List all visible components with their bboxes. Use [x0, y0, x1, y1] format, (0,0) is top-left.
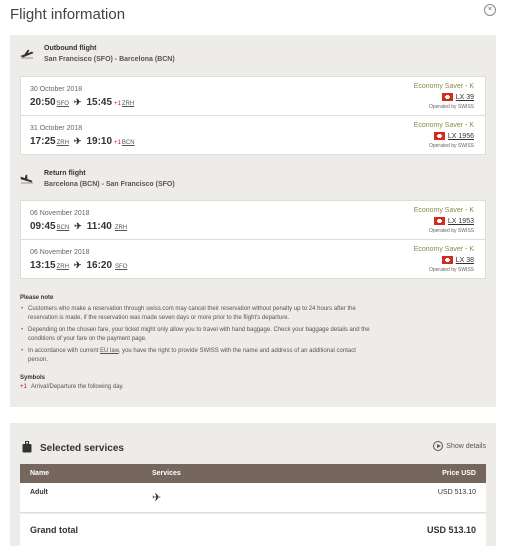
plane-icon: ✈ — [73, 97, 82, 107]
departure-airport: ZRH — [56, 264, 69, 270]
note-list — [20, 305, 370, 368]
arrival-time: 19:10 — [86, 136, 113, 147]
please-note-heading: Please note — [20, 295, 54, 301]
arrival-airport: BCN — [121, 140, 135, 146]
arrival-airport: ZRH — [121, 101, 135, 107]
close-icon[interactable]: × — [484, 4, 496, 16]
flight-number-row — [434, 217, 474, 225]
swiss-flag-icon — [434, 132, 445, 140]
arrival-time: 11:40 — [86, 221, 112, 232]
flight-info-panel — [10, 35, 496, 407]
fare-class: Economy Saver - K — [413, 122, 474, 129]
play-circle-icon — [433, 441, 443, 451]
note-text: , you have the right to provide SWISS with the name and address of an additional contact person. — [28, 348, 356, 363]
swiss-flag-icon — [442, 256, 453, 264]
outbound-route: San Francisco (SFO) - Barcelona (BCN) — [44, 56, 175, 63]
grand-total-value: USD 513.10 — [426, 525, 476, 535]
flight-segment-card[interactable] — [20, 76, 486, 116]
segment-times — [30, 221, 127, 232]
flight-number-row — [434, 132, 474, 140]
departure-airport: BCN — [56, 225, 70, 231]
flight-number-link[interactable]: LX 1953 — [447, 217, 474, 225]
arrival-airport: SFO — [115, 264, 128, 270]
segment-times — [30, 260, 127, 271]
departure-airport: ZRH — [56, 140, 69, 146]
flight-number-link[interactable]: LX 38 — [455, 256, 474, 264]
fare-class: Economy Saver - K — [413, 83, 474, 90]
segment-date: 30 October 2018 — [30, 86, 83, 93]
segment-times — [30, 97, 134, 108]
departure-airport: SFO — [56, 101, 69, 107]
luggage-icon — [22, 441, 32, 453]
symbols-heading: Symbols — [20, 375, 46, 381]
arrival-time: 16:20 — [86, 260, 113, 271]
grand-total-label: Grand total — [30, 525, 79, 535]
segment-date: 06 November 2018 — [30, 249, 90, 256]
departure-time: 17:25 — [30, 136, 56, 147]
swiss-flag-icon — [434, 217, 445, 225]
flight-segment-card[interactable] — [20, 115, 486, 155]
operator-text: Operated by SWISS — [428, 104, 474, 110]
arrival-time: 15:45 — [86, 97, 113, 108]
note-item — [20, 347, 370, 365]
fare-class: Economy Saver - K — [413, 246, 474, 253]
table-row — [20, 483, 486, 513]
plane-icon: ✈ — [74, 221, 82, 231]
services-table-header — [20, 464, 486, 483]
passenger-type: Adult — [30, 489, 48, 496]
eu-law-link[interactable]: EU law — [100, 348, 119, 354]
return-title: Return flight — [44, 170, 86, 177]
flight-number-link[interactable]: LX 39 — [455, 93, 474, 101]
note-item: • Customers who make a reservation through swiss.com may cancel their reservation without penalty up to 24 hours after the reservation is made, if the reservation was made seven days or more prior to the flight's departure. — [20, 305, 370, 323]
column-header-services: Services — [152, 470, 181, 477]
plane-icon: ✈ — [152, 492, 162, 504]
flight-number-row — [442, 256, 474, 264]
next-day-marker: +1 — [114, 101, 121, 107]
next-day-marker: +1 — [114, 140, 121, 146]
row-price: USD 513.10 — [437, 489, 476, 496]
arrival-airport: ZRH — [114, 225, 128, 231]
plane-icon: ✈ — [73, 136, 82, 146]
selected-services-title: Selected services — [40, 443, 124, 454]
show-details-button[interactable] — [433, 441, 486, 451]
operator-text: Operated by SWISS — [428, 228, 474, 234]
segment-date: 31 October 2018 — [30, 125, 83, 132]
return-route: Barcelona (BCN) - San Francisco (SFO) — [44, 181, 175, 188]
flight-segment-card[interactable] — [20, 200, 486, 240]
segment-date: 06 November 2018 — [30, 210, 90, 217]
departure-time: 20:50 — [30, 97, 56, 108]
outbound-title: Outbound flight — [44, 45, 97, 52]
plane-landing-icon — [20, 174, 34, 184]
grand-total-row — [20, 514, 486, 546]
symbol-text: Arrival/Departure the following day. — [30, 384, 124, 390]
show-details-label: Show details — [446, 442, 486, 450]
swiss-flag-icon — [442, 93, 453, 101]
plane-takeoff-icon — [20, 49, 34, 59]
departure-time: 13:15 — [30, 260, 56, 271]
flight-number-row — [442, 93, 474, 101]
column-header-name: Name — [30, 470, 50, 477]
note-item: • Depending on the chosen fare, your ticket might only allow you to travel with hand baggage. Check your baggage details and the conditions of your fare on the payment page. — [20, 326, 370, 344]
symbol-code: +1 — [20, 384, 27, 390]
flight-segment-card[interactable] — [20, 239, 486, 279]
departure-time: 09:45 — [30, 221, 56, 232]
segment-times — [30, 136, 135, 147]
symbol-legend — [20, 384, 124, 390]
flight-number-link[interactable]: LX 1956 — [447, 132, 474, 140]
fare-class: Economy Saver - K — [413, 207, 474, 214]
note-text: In accordance with current — [28, 348, 101, 354]
operator-text: Operated by SWISS — [428, 267, 474, 273]
page-title: Flight information — [10, 6, 126, 23]
selected-services-panel — [10, 423, 496, 546]
column-header-price: Price USD — [442, 470, 476, 477]
operator-text: Operated by SWISS — [428, 143, 474, 149]
plane-icon: ✈ — [73, 260, 82, 270]
